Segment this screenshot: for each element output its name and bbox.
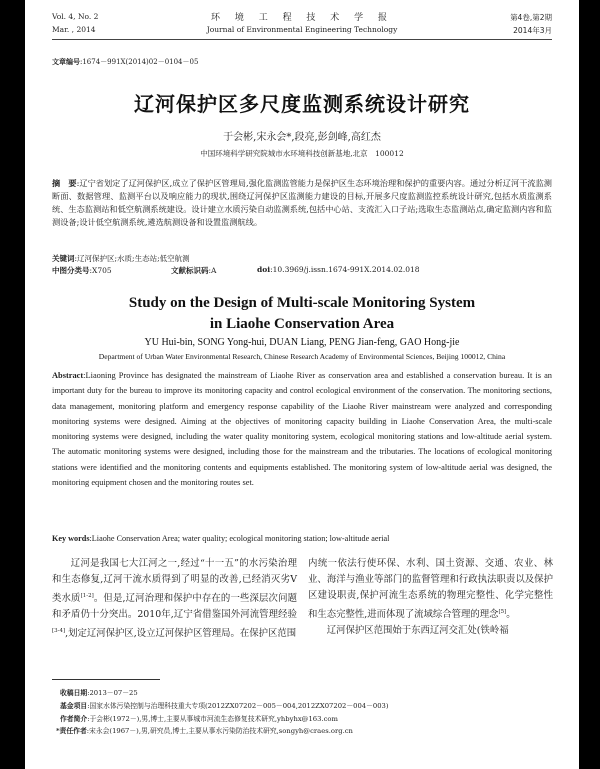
keywords-en <box>52 534 389 543</box>
body-paragraph <box>308 556 553 623</box>
body-text: 内统一依法行使环保、水利、国土资源、交通、农业、林业、海洋与渔业等部门的监督管理和行政执法职责以及保护区建设职责,保护河流生态系统的物理完整性、化学完整性和生态完整性,进而体现了流域综合管理的理念 <box>308 558 553 621</box>
abstract-cn <box>52 177 552 229</box>
footnote-value: :国家水体污染控制与治理科技重大专项(2012ZX07202－005－004,2012ZX07202－004－003) <box>87 702 389 710</box>
footnote-fund <box>60 700 389 710</box>
body-text: 辽河是我国七大江河之一,经过“十一五”的水污染治理和生态修复,辽河干流水质得到了明显的改善,已经消灭劣Ⅴ类水质 <box>52 558 297 605</box>
header-date-en: Mar. , 2014 <box>52 25 96 34</box>
header-rule <box>52 39 552 40</box>
article-number <box>52 57 198 67</box>
footnote-label: 收稿日期 <box>60 689 88 697</box>
citation: [5] <box>498 609 507 615</box>
clc-number <box>52 265 112 276</box>
abstract-en <box>52 368 552 490</box>
citation: [3-4] <box>52 628 66 635</box>
footnote-label: 作者简介 <box>60 715 88 723</box>
body-paragraph <box>52 556 297 642</box>
header-date-cn: 2014年3月 <box>513 26 552 35</box>
authors-cn: 于会彬,宋永会*,段亮,彭剑峰,高红杰 <box>223 132 381 143</box>
body-right-column <box>308 556 553 639</box>
title-cn: 辽河保护区多尺度监测系统设计研究 <box>134 92 470 116</box>
clc-value: :X705 <box>89 266 112 275</box>
doi <box>257 265 420 274</box>
paper-page <box>25 0 579 769</box>
body-paragraph <box>308 623 553 639</box>
header-volume: Vol. 4, No. 2 <box>52 12 99 21</box>
body-text: ,划定辽河保护区,设立辽河保护区管理局。在保护区范围 <box>65 628 297 640</box>
article-number-value: :1674－991X(2014)02－0104－05 <box>80 58 199 66</box>
document-code <box>171 265 216 276</box>
article-number-label: 文章编号 <box>52 57 80 66</box>
doc-code-value: :A <box>208 266 217 275</box>
header-journal-en: Journal of Environmental Engineering Technology <box>206 25 398 34</box>
keywords-cn-label: 关键词 <box>52 254 75 263</box>
footnote-rule <box>52 679 160 680</box>
affiliation-en: Department of Urban Water Environmental Research, Chinese Research Academy of Environmental Sciences, Beijing 100012, China <box>98 352 506 361</box>
affiliation-cn: 中国环境科学研究院城市水环境科技创新基地,北京 100012 <box>200 149 404 158</box>
header-journal-cn: 环 境 工 程 技 术 学 报 <box>210 13 394 23</box>
citation: [1-2] <box>80 593 94 599</box>
footnote-label: *责任作者 <box>56 727 87 735</box>
body-left-column <box>52 556 297 642</box>
footnote-label: 基金项目 <box>60 702 88 710</box>
body-text: 。 <box>506 609 516 621</box>
footnote-value: :于会彬(1972－),男,博士,主要从事城市河流生态修复技术研究,yhbyhx@163.com <box>87 715 338 723</box>
keywords-en-label: Key words <box>52 534 90 543</box>
clc-label: 中图分类号 <box>52 266 90 275</box>
footnote-value: :宋永会(1967－),男,研究员,博士,主要从事水污染防治技术研究,songyh@craes.org.cn <box>86 727 353 735</box>
abstract-en-label: Abstract <box>52 371 84 380</box>
abstract-cn-label: 摘 要 <box>52 178 77 188</box>
footnote-author <box>60 713 338 723</box>
doc-code-label: 文献标识码 <box>171 266 209 275</box>
doi-value: :10.3969/j.issn.1674-991X.2014.02.018 <box>270 265 420 274</box>
keywords-cn-text: :辽河保护区;水质;生态站;低空航测 <box>74 254 190 263</box>
body-text: 辽河保护区范围始于东西辽河交汇处(铁岭福 <box>326 625 509 637</box>
body-text: 。但是,辽河治理和保护中存在的一些深层次问题和矛盾仍十分突出。2010年,辽宁省借鉴国外河流管理经验 <box>52 593 297 621</box>
keywords-en-text: :Liaohe Conservation Area; water quality; ecological monitoring station; low-altitude aerial <box>89 534 390 543</box>
header-volume-cn: 第4卷,第2期 <box>510 13 552 22</box>
footnote-received <box>60 687 138 697</box>
abstract-en-text: :Liaoning Province has designated the mainstream of Liaohe River as conservation area and established a conservation bureau. It is an important duty for the bureau to improve its monitoring capacity and control ecological environment of the conservation. The monitoring sections, data management, monitoring platform and emergency response capability of the Liaohe River mainstream were analyzed and corresponding monitoring systems were designed. Aiming at the objectives of monitoring capacity building in Liaohe Conservation Area, the multi-scale monitoring systems were designed, including the water quality monitoring system, ecological monitoring stations and low-altitude aerial system. The automatic monitoring systems were designed, including those for the mainstream and the tributaries. The locations of ecological monitoring stations were identified and the monitoring contents and equipments established. The monitoring system of low-altitude aerial was designed, the monitoring equipment chosen and the monitoring routes set. <box>52 371 552 488</box>
footnote-corresponding <box>56 725 353 735</box>
abstract-cn-text: :辽宁省划定了辽河保护区,成立了保护区管理局,强化监测监管能力是保护区生态环境治理和保护的重要内容。通过分析辽河干流监测断面、数据管理、监测平台以及响应能力的现状,围绕辽河保护区监测能力建设的目标,开展多尺度监测监控系统设计研究,包括水质监测系统、生态监测站和低空航测系统建设。设计建立水质污染自动监测系统,包括中心站、支流汇入口子站;选取生态监测站点,确定监测内容和监测设备;设计低空航测系统,遴选航测设备和设置监测航线。 <box>52 178 552 227</box>
footnote-value: :2013－07－25 <box>87 689 138 697</box>
title-en-line2: in Liaohe Conservation Area <box>209 316 395 332</box>
title-en-line1: Study on the Design of Multi-scale Monitoring System <box>128 295 476 311</box>
doi-label: doi <box>257 265 271 274</box>
authors-en: YU Hui-bin, SONG Yong-hui, DUAN Liang, PENG Jian-feng, GAO Hong-jie <box>144 337 460 348</box>
keywords-cn <box>52 253 190 264</box>
